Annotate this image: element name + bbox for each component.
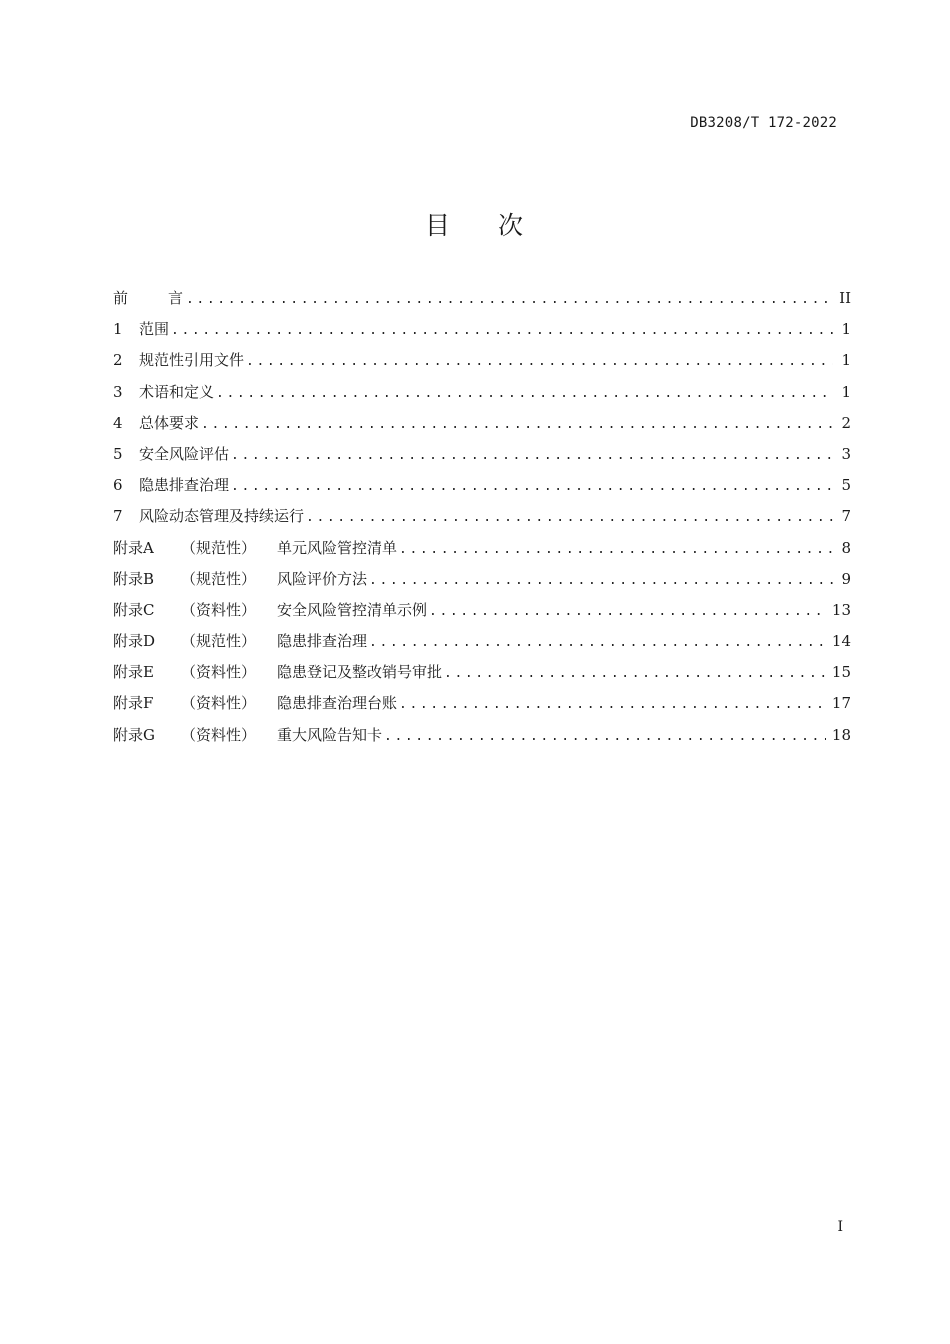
toc-entry-chapter[interactable] bbox=[113, 472, 851, 503]
dot-leader bbox=[399, 692, 826, 718]
dot-leader bbox=[369, 568, 833, 594]
appendix-title: 单元风险管控清单 bbox=[277, 538, 398, 557]
toc-chapter-number: 7 bbox=[113, 507, 123, 526]
toc-chapter-title: 安全风险评估 bbox=[139, 444, 230, 463]
toc-chapter-title: 隐患排查治理 bbox=[139, 476, 230, 495]
dot-leader bbox=[444, 661, 826, 687]
dot-leader bbox=[231, 443, 833, 469]
toc-chapter-number: 4 bbox=[113, 413, 123, 432]
toc-entry-appendix[interactable] bbox=[113, 566, 851, 597]
toc-page-number: 3 bbox=[841, 444, 851, 463]
preface-char-2: 言 bbox=[168, 289, 184, 307]
appendix-id: 附录F bbox=[113, 694, 154, 713]
appendix-title: 隐患登记及整改销号审批 bbox=[277, 663, 443, 682]
appendix-id: 附录B bbox=[113, 569, 155, 588]
toc-page-number: II bbox=[839, 289, 851, 307]
toc-page-number: 1 bbox=[841, 320, 851, 339]
dot-leader bbox=[429, 599, 826, 625]
toc-entry-chapter[interactable] bbox=[113, 379, 851, 410]
toc-page-number: 15 bbox=[831, 663, 851, 682]
page-number: I bbox=[837, 1219, 843, 1235]
toc-entry-appendix[interactable] bbox=[113, 535, 851, 566]
appendix-type: （规范性） bbox=[181, 569, 257, 588]
appendix-title: 隐患排查治理 bbox=[277, 632, 368, 651]
toc-chapter-number: 2 bbox=[113, 351, 123, 370]
toc-page-number: 13 bbox=[831, 600, 851, 619]
appendix-type: （资料性） bbox=[181, 725, 257, 744]
toc-page-number: 18 bbox=[831, 725, 851, 744]
document-code: DB3208/T 172-2022 bbox=[690, 115, 837, 131]
toc-entry-appendix[interactable] bbox=[113, 722, 851, 753]
toc-entry-chapter[interactable] bbox=[113, 410, 851, 441]
appendix-id: 附录A bbox=[113, 538, 154, 557]
appendix-title: 重大风险告知卡 bbox=[277, 725, 383, 744]
toc-chapter-number: 1 bbox=[113, 320, 123, 339]
table-of-contents bbox=[113, 285, 851, 753]
dot-leader bbox=[171, 318, 833, 344]
dot-leader bbox=[201, 412, 833, 438]
dot-leader bbox=[231, 474, 833, 500]
appendix-id: 附录E bbox=[113, 663, 154, 682]
toc-chapter-number: 3 bbox=[113, 382, 123, 401]
appendix-id: 附录C bbox=[113, 600, 155, 619]
toc-entry-appendix[interactable] bbox=[113, 597, 851, 628]
toc-chapter-title: 风险动态管理及持续运行 bbox=[139, 507, 305, 526]
appendix-id: 附录D bbox=[113, 632, 156, 651]
appendix-type: （资料性） bbox=[181, 600, 257, 619]
toc-entry-chapter[interactable] bbox=[113, 441, 851, 472]
toc-page-number: 5 bbox=[841, 476, 851, 495]
appendix-id: 附录G bbox=[113, 725, 155, 744]
appendix-type: （规范性） bbox=[181, 538, 257, 557]
toc-page-number: 7 bbox=[841, 507, 851, 526]
toc-page-number: 14 bbox=[831, 632, 851, 651]
toc-chapter-title: 规范性引用文件 bbox=[139, 351, 245, 370]
toc-page-number: 1 bbox=[841, 382, 851, 401]
appendix-title: 安全风险管控清单示例 bbox=[277, 600, 428, 619]
page-title bbox=[0, 206, 950, 242]
toc-chapter-number: 5 bbox=[113, 444, 123, 463]
toc-chapter-title: 总体要求 bbox=[139, 413, 200, 432]
toc-chapter-title: 范围 bbox=[139, 320, 170, 339]
toc-chapter-title: 术语和定义 bbox=[139, 382, 215, 401]
toc-page-number: 1 bbox=[841, 351, 851, 370]
dot-leader bbox=[384, 724, 826, 750]
toc-chapter-number: 6 bbox=[113, 476, 123, 495]
toc-entry-appendix[interactable] bbox=[113, 659, 851, 690]
appendix-type: （资料性） bbox=[181, 663, 257, 682]
appendix-type: （规范性） bbox=[181, 632, 257, 651]
toc-page-number: 2 bbox=[841, 413, 851, 432]
appendix-title: 隐患排查治理台账 bbox=[277, 694, 398, 713]
dot-leader bbox=[399, 537, 833, 563]
dot-leader bbox=[246, 349, 833, 375]
preface-char-1: 前 bbox=[113, 289, 129, 307]
toc-entry-preface[interactable] bbox=[113, 285, 851, 316]
dot-leader bbox=[216, 381, 833, 407]
toc-entry-chapter[interactable] bbox=[113, 347, 851, 378]
toc-entry-appendix[interactable] bbox=[113, 690, 851, 721]
dot-leader bbox=[369, 630, 826, 656]
toc-page-number: 9 bbox=[841, 569, 851, 588]
dot-leader bbox=[186, 287, 833, 313]
toc-entry-chapter[interactable] bbox=[113, 503, 851, 534]
toc-entry-chapter[interactable] bbox=[113, 316, 851, 347]
toc-entry-appendix[interactable] bbox=[113, 628, 851, 659]
appendix-type: （资料性） bbox=[181, 694, 257, 713]
toc-page-number: 8 bbox=[841, 538, 851, 557]
title-char-1: 目 bbox=[424, 211, 452, 240]
dot-leader bbox=[306, 505, 833, 531]
toc-page-number: 17 bbox=[831, 694, 851, 713]
appendix-title: 风险评价方法 bbox=[277, 569, 368, 588]
title-char-2: 次 bbox=[498, 211, 526, 240]
